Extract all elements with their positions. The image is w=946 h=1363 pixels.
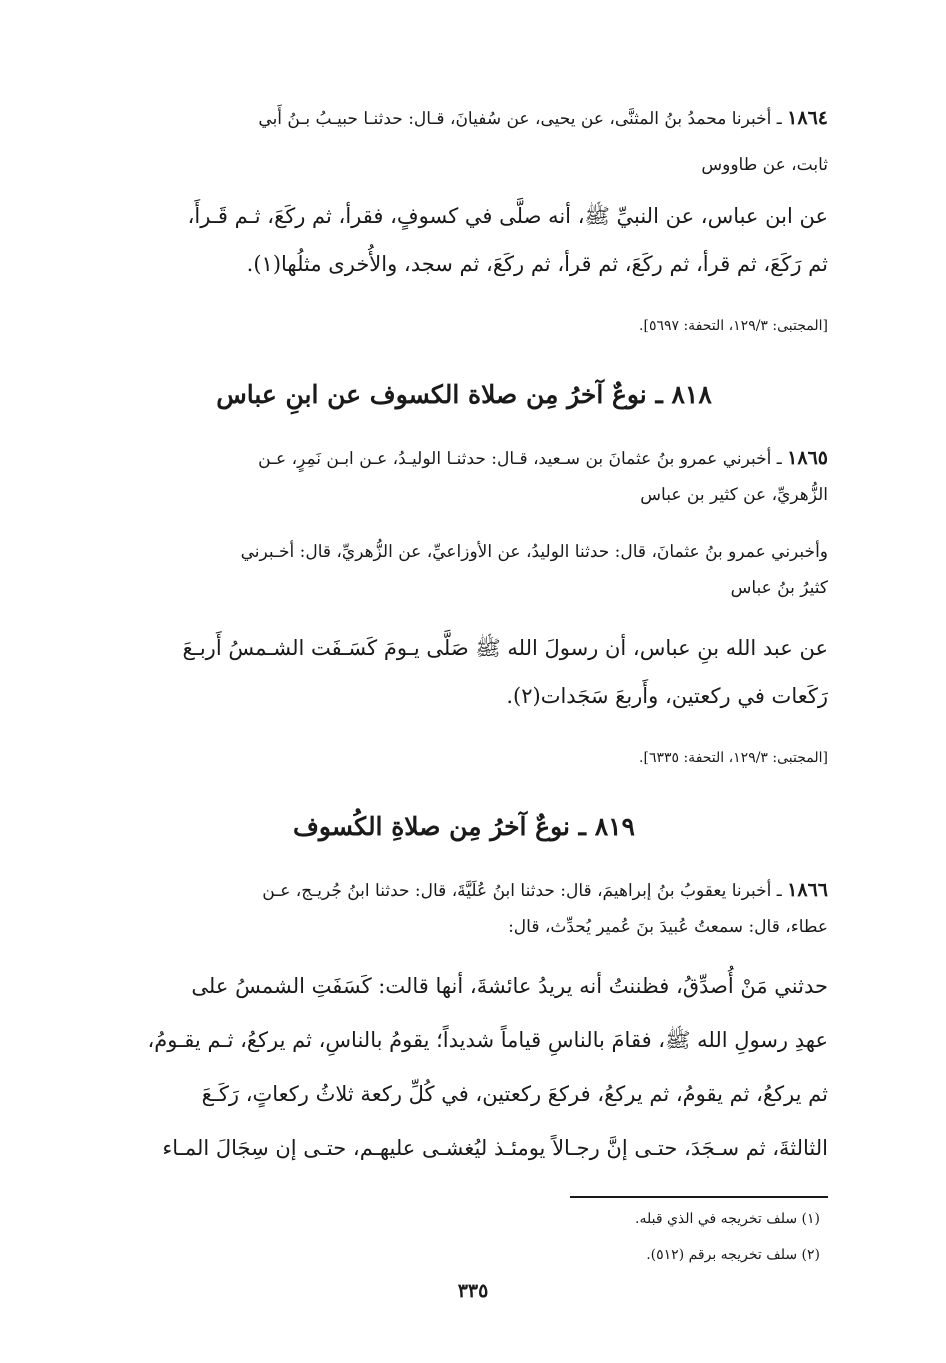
hadith-number: ١٨٦٥ bbox=[787, 447, 828, 469]
isnad-text: ـ أخبرني عمرو بنُ عثمانَ بن سـعيد، قـال: حدثنـا الوليـدُ، عـن ابـن نَمِرٍ، عـن bbox=[258, 449, 782, 469]
isnad-line: وأخبرني عمرو بنُ عثمانَ، قال: حدثنا الوليدُ، عن الأوزاعيِّ، عن الزُّهريِّ، قال: أخـبرني bbox=[240, 542, 828, 562]
matn-line: ثم يركعُ، ثم يقومُ، ثم يركعُ، فركعَ ركعتين، في كُلِّ ركعة ثلاثُ ركعاتٍ، رَكَـعَ bbox=[201, 1082, 828, 1106]
isnad-line bbox=[100, 100, 828, 137]
matn-line: عن عبد الله بنِ عباس، أن رسولَ الله ﷺ صَلَّى يـومَ كَسَـفَت الشـمسُ أَربـعَ bbox=[182, 636, 828, 660]
hadith-1866-matn bbox=[100, 962, 828, 1172]
hadith-1864-takhrij: [المجتبى: ١٢٩/٣، التحفة: ٥٦٩٧]. bbox=[639, 318, 828, 334]
hadith-1865-takhrij: [المجتبى: ١٢٩/٣، التحفة: ٦٣٣٥]. bbox=[639, 750, 828, 766]
isnad-text: ـ أخبرنا محمدُ بنُ المثنَّى، عن يحيى، عن سُفيانَ، قـال: حدثنـا حبيـبُ بـنُ أَبي bbox=[258, 109, 782, 129]
footnote-1: (١) سلف تخريجه في الذي قبله. bbox=[635, 1211, 820, 1227]
hadith-number: ١٨٦٦ bbox=[787, 879, 828, 901]
isnad-line: كثيرُ بنُ عباس bbox=[730, 578, 828, 598]
hadith-1865-isnad-2 bbox=[100, 534, 828, 606]
footnote-divider bbox=[570, 1196, 828, 1198]
footnote-2: (٢) سلف تخريجه برقم (٥١٢). bbox=[646, 1247, 820, 1263]
isnad-line: ثابت، عن طاووس bbox=[701, 155, 828, 175]
hadith-1865-matn bbox=[100, 624, 828, 720]
chapter-heading-819: ٨١٩ ـ نوعٌ آخرُ مِن صلاةِ الكُسوف bbox=[293, 812, 635, 841]
matn-line: عن ابن عباس، عن النبيِّ ﷺ، أنه صلَّى في كسوفٍ، فقرأ، ثم ركَعَ، ثـم قَـرأَ، bbox=[187, 204, 828, 228]
matn-line: الثالثةَ، ثم سـجَدَ، حتـى إنَّ رجـالاً يومئـذ ليُغشـى عليهـم، حتـى إن سِجَالَ المـاء bbox=[162, 1136, 828, 1160]
chapter-heading-818: ٨١٨ ـ نوعٌ آخرُ مِن صلاة الكسوف عن ابنِ عباس bbox=[216, 380, 712, 409]
matn-line: ثم رَكَعَ، ثم قرأ، ثم ركَعَ، ثم قرأ، ثم ركَعَ، ثم سجد، والأُخرى مثلُها(١). bbox=[246, 252, 828, 276]
hadith-1866-isnad bbox=[100, 872, 828, 945]
isnad-line: الزُّهريِّ، عن كثير بن عباس bbox=[640, 485, 828, 505]
isnad-line bbox=[100, 440, 828, 477]
hadith-number: ١٨٦٤ bbox=[787, 107, 828, 129]
hadith-1865-isnad bbox=[100, 440, 828, 513]
isnad-text: ـ أخبرنا يعقوبُ بنُ إبراهيمَ، قال: حدثنا ابنُ عُلَيَّةَ، قال: حدثنا ابنُ جُريـج، عـن bbox=[262, 881, 782, 901]
matn-line: رَكَعات في ركعتين، وأَربعَ سَجَدات(٢). bbox=[506, 684, 828, 708]
hadith-1864-matn bbox=[100, 192, 828, 288]
isnad-line bbox=[100, 872, 828, 909]
hadith-1864-isnad bbox=[100, 100, 828, 183]
isnad-line: عطاء، قال: سمعتُ عُبيدَ بنَ عُمير يُحدِّث، قال: bbox=[508, 917, 828, 937]
matn-line: عهدِ رسولِ الله ﷺ، فقامَ بالناسِ قياماً شديداً؛ يقومُ بالناسِ، ثم يركعُ، ثـم يقـومُ، bbox=[147, 1028, 828, 1052]
page-number: ٣٣٥ bbox=[457, 1280, 489, 1302]
matn-line: حدثني مَنْ أُصدِّقُ، فظننتُ أنه يريدُ عائشةَ، أنها قالت: كَسَفَتِ الشمسُ على bbox=[191, 974, 828, 998]
